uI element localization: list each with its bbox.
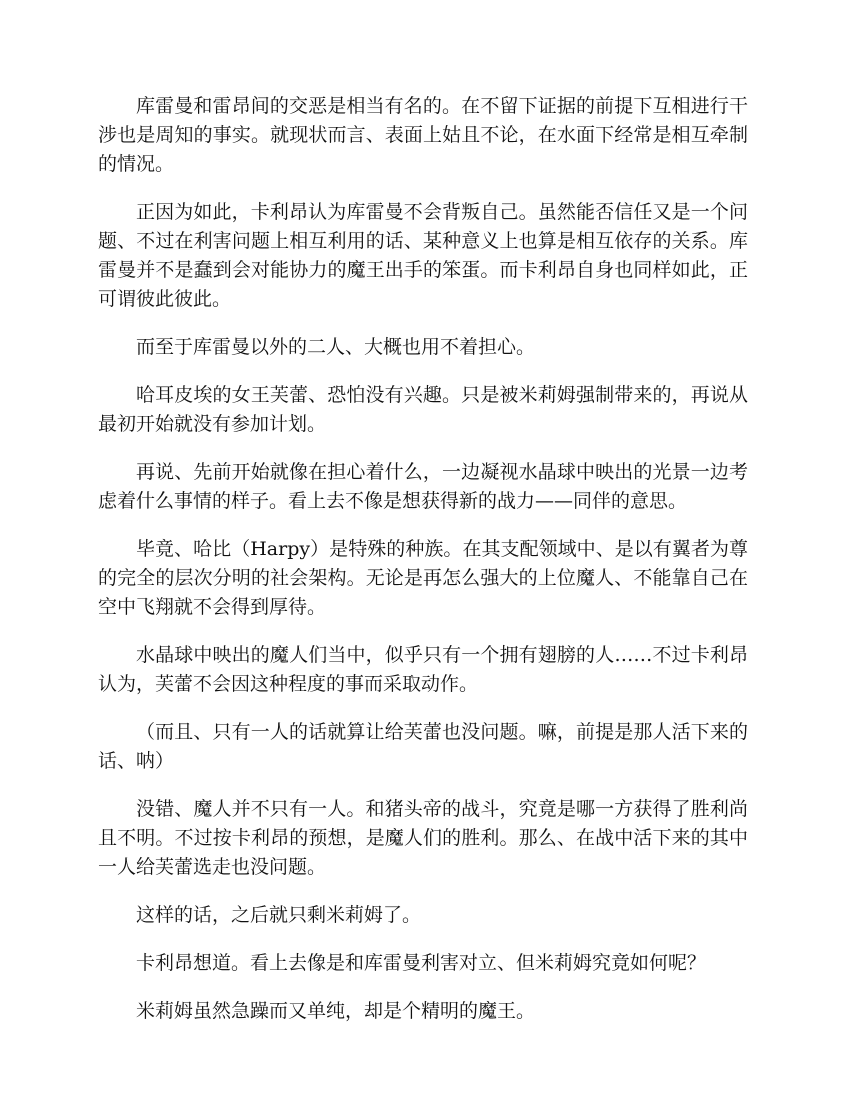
paragraph: 哈耳皮埃的女王芙蕾、恐怕没有兴趣。只是被米莉姆强制带来的，再说从最初开始就没有参加计划。 <box>98 384 748 435</box>
paragraph: 而至于库雷曼以外的二人、大概也用不着担心。 <box>136 336 536 358</box>
paragraph: 水晶球中映出的魔人们当中，似乎只有一个拥有翅膀的人……不过卡利昂认为，芙蕾不会因这种程度的事而采取动作。 <box>98 644 748 695</box>
paragraph: 库雷曼和雷昂间的交恶是相当有名的。在不留下证据的前提下互相进行干涉也是周知的事实。就现状而言、表面上姑且不论，在水面下经常是相互牵制的情况。 <box>98 95 748 175</box>
paragraph: 卡利昂想道。看上去像是和库雷曼利害对立、但米莉姆究竟如何呢？ <box>136 952 707 974</box>
paragraph: 米莉姆虽然急躁而又单纯，却是个精明的魔王。 <box>136 1000 536 1022</box>
paragraph: （而且、只有一人的话就算让给芙蕾也没问题。嘛，前提是那人活下来的话、呐） <box>98 721 748 772</box>
paragraph: 正因为如此，卡利昂认为库雷曼不会背叛自己。虽然能否信任又是一个问题、不过在利害问题上相互利用的话、某种意义上也算是相互依存的关系。库雷曼并不是蠢到会对能协力的魔王出手的笨蛋。而卡利昂自身也同样如此，正可谓彼此彼此。 <box>98 201 748 310</box>
paragraph: 没错、魔人并不只有一人。和猪头帝的战斗，究竟是哪一方获得了胜利尚且不明。不过按卡利昂的预想，是魔人们的胜利。那么、在战中活下来的其中一人给芙蕾选走也没问题。 <box>98 798 748 878</box>
paragraph: 毕竟、哈比（Harpy）是特殊的种族。在其支配领域中、是以有翼者为尊的完全的层次分明的社会架构。无论是再怎么强大的上位魔人、不能靠自己在空中飞翔就不会得到厚待。 <box>98 538 748 618</box>
paragraph: 再说、先前开始就像在担心着什么，一边凝视水晶球中映出的光景一边考虑着什么事情的样子。看上去不像是想获得新的战力——同伴的意思。 <box>98 461 748 512</box>
paragraph: 这样的话，之后就只剩米莉姆了。 <box>136 904 422 926</box>
document-body <box>98 92 748 1045</box>
